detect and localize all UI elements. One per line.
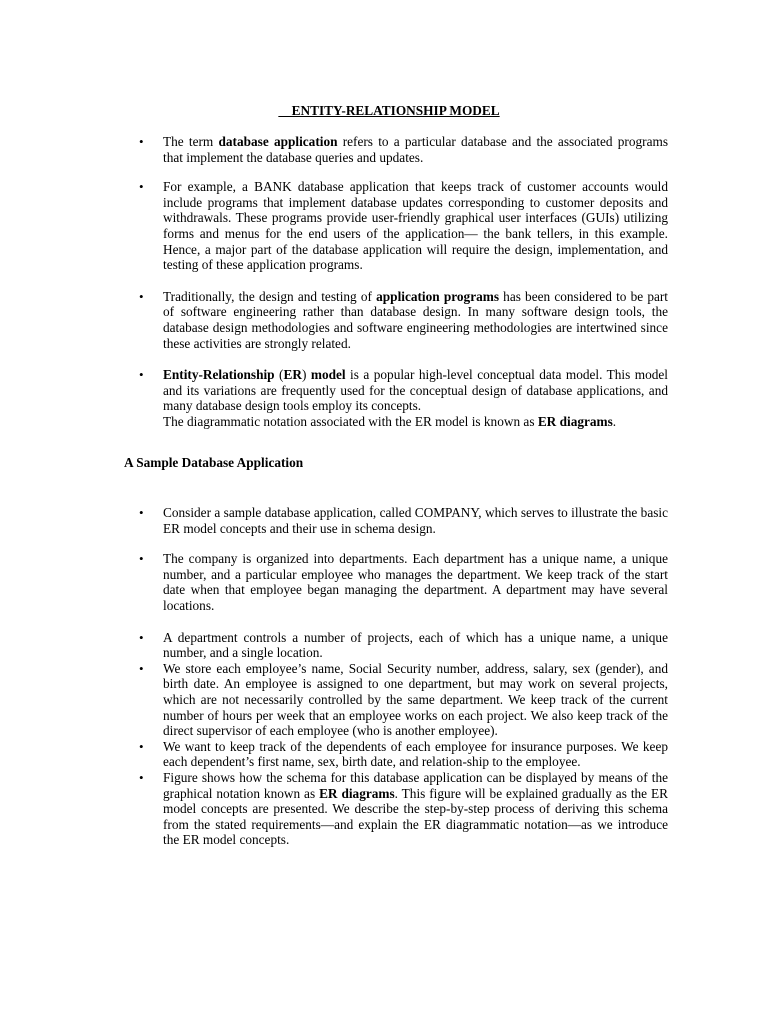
continuation-line (163, 414, 668, 430)
text-run: The company is organized into departments. Each department has a unique name, a unique number, and a particular employee who manages the department. We keep track of the start date when that employee began managing the department. A department may have several locations. (163, 551, 668, 613)
text-run: is a popular high-level conceptual data model. This model and its variations are frequently used for the conceptual design of database applications, and many database design tools employ its concepts. (163, 367, 668, 414)
text-run: A department controls a number of projects, each of which has a unique name, a unique number, and a single location. (163, 629, 668, 661)
section-heading: A Sample Database Application (124, 455, 304, 470)
bullet-icon: • (139, 769, 144, 785)
text-run: has been considered to be part of software engineering rather than database design. In many software design tools, the database design methodologies and software engineering methodologies are intertwined since these activities are strongly related. (163, 288, 668, 351)
text-run: The term (163, 134, 219, 149)
bold-term: ER (283, 367, 302, 383)
text-run: ( (274, 367, 284, 383)
bold-term: ER diagrams (537, 413, 613, 429)
text-run: Consider a sample database application, called COMPANY, which serves to illustrate the basic ER model concepts and their use in schema design. (163, 505, 668, 536)
bullet-icon: • (139, 629, 144, 645)
bold-term: database application (218, 134, 338, 149)
bullet-icon: • (139, 551, 144, 567)
list-item (0, 770, 668, 848)
bold-term: Entity-Relationship (163, 367, 275, 383)
list-item (0, 505, 668, 536)
bold-term: application programs (376, 288, 499, 304)
list-item (0, 289, 668, 351)
list-item (0, 179, 668, 273)
text-run: Traditionally, the design and testing of (163, 288, 377, 304)
sample-bullet-list (0, 505, 668, 848)
bullet-icon: • (139, 738, 144, 754)
bullet-icon: • (139, 367, 144, 383)
text-run: Figure shows how the schema for this database application can be displayed by means of the graphical notation known as (163, 769, 668, 801)
document-title: ENTITY-RELATIONSHIP MODEL (278, 103, 500, 118)
bullet-icon: • (139, 179, 144, 195)
bold-term: ER diagrams (319, 785, 395, 801)
text-run: The diagrammatic notation associated with the ER model is known as (163, 413, 538, 429)
list-item (0, 739, 668, 770)
bullet-icon: • (139, 505, 144, 520)
text-run: . This figure will be explained gradually as the ER model concepts are presented. We describe the step-by-step process of deriving this schema from the stated requirements—and explain the ER diagrammatic notation—as we introduce the ER model concepts. (163, 785, 668, 848)
bullet-icon: • (139, 660, 144, 676)
bullet-icon: • (139, 134, 144, 149)
list-item (0, 367, 668, 429)
text-run: . (612, 413, 617, 429)
list-item (0, 551, 668, 613)
intro-bullet-list (0, 134, 668, 430)
text-run: refers to a particular database and the associated programs that implement the database queries and updates. (163, 134, 668, 165)
bullet-icon: • (139, 288, 144, 304)
text-run: We want to keep track of the dependents of each employee for insurance purposes. We keep each dependent’s first name, sex, birth date, and relation-ship to the employee. (163, 738, 668, 770)
list-item (0, 630, 668, 661)
text-run: We store each employee’s name, Social Security number, address, salary, sex (gender), and birth date. An employee is assigned to one department, but may work on several projects, which are not necessarily controlled by the same department. We keep track of the current number of hours per week that an employee works on each project. We also keep track of the direct supervisor of each employee (who is another employee). (163, 660, 668, 739)
text-run: For example, a BANK database application that keeps track of customer accounts would include programs that implement database updates corresponding to customer deposits and withdrawals. These programs provide user-friendly graphical user interfaces (GUIs) utilizing forms and menus for the end users of the application— the bank tellers, in this example. Hence, a major part of the database application will require the design, implementation, and testing of these application programs. (163, 179, 668, 273)
text-run: ) (301, 367, 311, 383)
bold-term: model (310, 367, 346, 383)
list-item (0, 661, 668, 739)
list-item (0, 134, 668, 165)
